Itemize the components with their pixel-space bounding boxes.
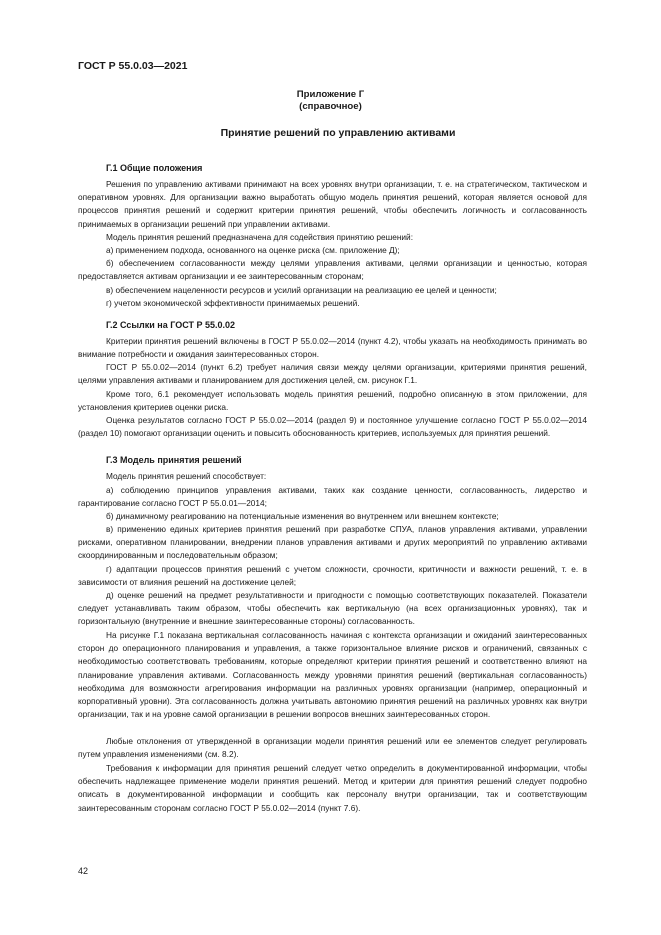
paragraph: ГОСТ Р 55.0.02—2014 (пункт 6.2) требует наличия связи между целями организации, критериями принятия решений, целями управления активами и планированием для достижения целей, см. рисунок Г.1. <box>78 362 587 386</box>
paragraph: Решения по управлению активами принимают на всех уровнях внутри организации, т. е. на стратегическом, тактическом и оперативном уровнях. Для организации важно выработать общую модель принятия решений, которая является основой для процессов принятия решений и содержит критерии принятия решений, чтобы обеспечить логичность и согласованность принимаемых в организации решений при управлении активами. <box>78 179 587 229</box>
paragraph: Требования к информации для принятия решений следует четко определить в документированной информации, чтобы обеспечить надлежащее применение модели принятия решений. Метод и критерии для принятия решений следует подробно описать в документированной информации и сообщить как персоналу внутри организации, так и соответствующим заинтересованным сторонам согласно ГОСТ Р 55.0.02—2014 (пункт 7.6). <box>78 763 587 813</box>
document-id: ГОСТ Р 55.0.03—2021 <box>78 60 188 72</box>
list-item: а) соблюдению принципов управления активами, таких как создание ценности, согласованность, лидерство и гарантирование согласно ГОСТ Р 55.0.01—2014; <box>78 485 587 509</box>
list-item: г) адаптации процессов принятия решений с учетом сложности, срочности, критичности и важности решений, т. е. в зависимости от влияния решений на достижение целей; <box>78 564 587 588</box>
annex-title: Приложение Г <box>296 89 365 100</box>
list-item: г) учетом экономической эффективности принимаемых решений. <box>106 298 360 308</box>
paragraph: Любые отклонения от утвержденной в организации модели принятия решений или ее элементов следует регулировать путем управления изменениями (см. 8.2). <box>78 736 587 760</box>
paragraph: На рисунке Г.1 показана вертикальная согласованность начиная с контекста организации и ожиданий заинтересованных сторон до операционного планирования и управления, а также горизонтальное влияние рисков и ограничений, связанных с необходимостью соответствовать требованиям, которые определяют критерии принятия решений и соответственно влияют на планирование управления активами. Согласованность между уровнями принятия решений (вертикальная согласованность) необходима для возможности агрегирования информации на различных уровнях организации (например, операционный и корпоративный уровни). Эта согласованность должна учитывать автономию принятия решений на различных уровнях как внутри организации, так и на уровне самой организации в решении вопросов внешних заинтересованных сторон. <box>78 630 587 720</box>
list-item: а) применением подхода, основанного на оценке риска (см. приложение Д); <box>106 245 400 255</box>
page-number: 42 <box>78 866 89 876</box>
annex-heading: Принятие решений по управлению активами <box>220 127 456 139</box>
paragraph: Модель принятия решений предназначена для содействия принятию решений: <box>106 232 413 242</box>
section-heading-g2: Г.2 Ссылки на ГОСТ Р 55.0.02 <box>106 320 236 330</box>
section-heading-g3: Г.3 Модель принятия решений <box>106 455 242 465</box>
annex-type: (справочное) <box>299 101 362 112</box>
paragraph: Оценка результатов согласно ГОСТ Р 55.0.02—2014 (раздел 9) и постоянное улучшение согласно ГОСТ Р 55.0.02—2014 (раздел 10) помогают организации оценить и повысить обоснованность критериев, используемых для принятия решений. <box>78 415 587 439</box>
section-heading-g1: Г.1 Общие положения <box>106 163 203 173</box>
list-item: в) применению единых критериев принятия решений при разработке СПУА, планов управления активами, управлении рисками, оперативном планировании, внедрении планов управления активами и других мероприятий по управлению активами скоординированным и последовательным образом; <box>78 524 587 561</box>
paragraph: Критерии принятия решений включены в ГОСТ Р 55.0.02—2014 (пункт 4.2), чтобы указать на необходимость принимать во внимание потребности и ожидания заинтересованных сторон. <box>78 336 587 360</box>
list-item: д) оценке решений на предмет результативности и пригодности с помощью соответствующих показателей. Показатели следует устанавливать таким образом, чтобы обеспечить как вертикальную (на всех организационных уровнях), так и горизонтальную (внутренние и внешние заинтересованные стороны) согласованность. <box>78 590 587 627</box>
list-item: в) обеспечением нацеленности ресурсов и усилий организации на реализацию ее целей и ценности; <box>106 285 497 295</box>
paragraph: Кроме того, 6.1 рекомендует использовать модель принятия решений, подробно описанную в этом приложении, для установления критериев оценки риска. <box>78 389 587 413</box>
paragraph: Модель принятия решений способствует: <box>106 471 267 481</box>
list-item: б) обеспечением согласованности между целями управления активами, целями организации и ценностью, которая предоставляется активам организации и ее заинтересованным сторонам; <box>78 258 587 282</box>
list-item: б) динамичному реагированию на потенциальные изменения во внутреннем или внешнем контексте; <box>106 511 499 521</box>
